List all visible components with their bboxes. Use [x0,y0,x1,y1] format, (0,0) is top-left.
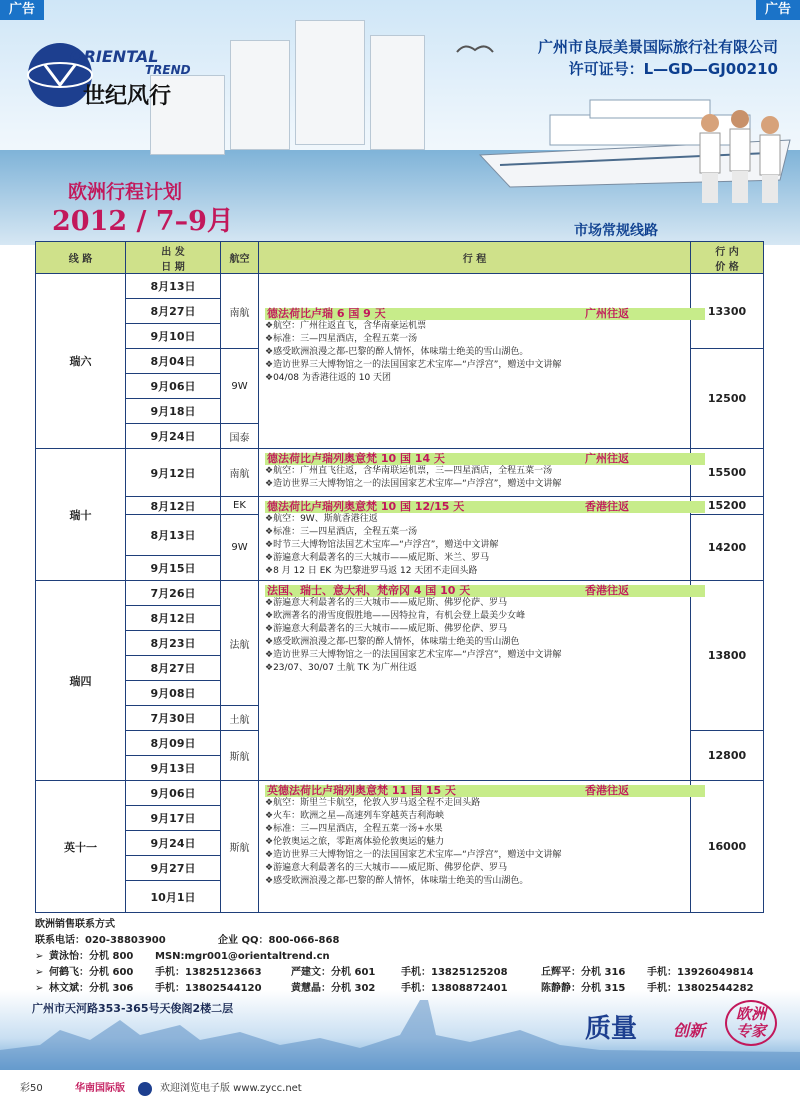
contact-mobile: 手机：13808872401 [401,983,508,994]
route-name: 瑞六 [36,274,126,449]
departure-date: 9月06日 [126,374,221,399]
seagull-icon [455,40,495,60]
contact-msn: MSN:mgr001@orientaltrend.cn [155,951,330,962]
itinerary-bullet: ❖ 航空：9W、斯航香港往返 [265,513,684,526]
itinerary-bullet: ❖ 造访世界三大博物馆之一的法国国家艺术宝库—“卢浮宫”，赠送中文讲解 [265,849,684,862]
itinerary-city: 香港往返 [585,584,629,597]
departure-date: 9月27日 [126,856,221,881]
itinerary-bullet: ❖ 感受欧洲浪漫之都-巴黎的醉人情怀，体味瑞士绝美的雪山湖色。 [265,346,684,359]
itinerary-title-bar [265,453,705,465]
itinerary-desc [259,781,691,913]
contact-name: 何鹤飞：分机 600 [49,967,134,978]
itinerary-title: 德法荷比卢瑞 6 国 9 天 [267,307,386,320]
itinerary-desc [259,274,691,449]
header-date: 出 发 日 期 [126,242,221,274]
itinerary-city: 广州往返 [585,452,629,465]
itinerary-title: 德法荷比卢瑞列奥意梵 10 国 14 天 [267,452,445,465]
departure-date: 8月12日 [126,606,221,631]
contact-section [35,917,775,997]
license-number: 许可证号：L—GD—GJ00210 [568,60,778,78]
itinerary-title: 法国、瑞士、意大利、梵帝冈 4 国 10 天 [267,584,471,597]
itinerary-bullet: ❖ 标准：三—四星酒店，全程五菜一汤 [265,333,684,346]
building [295,20,365,145]
ad-label-left: 广告 [0,0,44,20]
itinerary-table [35,241,764,913]
table-header-row [36,242,764,274]
price: 14200 [691,515,764,581]
header-airline: 航空 [221,242,259,274]
header-price: 行 内 价 格 [691,242,764,274]
departure-date: 10月1日 [126,881,221,913]
itinerary-city: 广州往返 [585,307,629,320]
itinerary-title-bar [265,308,705,320]
company-name: 广州市良辰美景国际旅行社有限公司 [537,38,778,56]
itinerary-bullet: ❖ 感受欧洲浪漫之都-巴黎的醉人情怀，体味瑞士绝美的雪山湖色 [265,636,684,649]
airline: 斯航 [221,781,259,913]
header-itinerary: 行 程 [259,242,691,274]
year-title: 2012 / 7–9月 [52,206,234,237]
arrow-icon: ➢ [35,983,44,994]
airline: EK [221,497,259,515]
departure-date: 9月06日 [126,781,221,806]
table-row [36,449,764,497]
contact-mobile: 手机：13802544282 [647,983,754,994]
route-name: 英十一 [36,781,126,913]
itinerary-bullet: ❖ 04/08 为香港往返的 10 天团 [265,372,684,385]
airline: 国泰 [221,424,259,449]
price: 12800 [691,731,764,781]
departure-date: 9月10日 [126,324,221,349]
departure-date: 9月15日 [126,556,221,581]
contact-name: 严建文：分机 601 [291,967,376,978]
contact-mobile: 手机：13802544120 [155,983,262,994]
departure-date: 8月04日 [126,349,221,374]
itinerary-bullet: ❖ 游遍意大利最著名的三大城市——威尼斯、佛罗伦萨、罗马 [265,623,684,636]
itinerary-desc [259,497,691,581]
building [370,35,425,150]
arrow-icon: ➢ [35,951,44,962]
itinerary-bullet: ❖ 火车：欧洲之星—高速列车穿越英吉利海峡 [265,810,684,823]
price: 13300 [691,274,764,349]
contact-phone: 联系电话：020-38803900 [35,935,166,946]
airline: 南航 [221,274,259,349]
departure-date: 8月27日 [126,656,221,681]
contact-name: 陈静静：分机 315 [541,983,626,994]
departure-date: 8月27日 [126,299,221,324]
contact-mobile: 手机：13825125208 [401,967,508,978]
logo-text-en: ORIENTAL [70,47,159,66]
building [230,40,290,150]
logo-text-cn: 世纪风行 [83,83,172,109]
contact-mobile: 手机：13825123663 [155,967,262,978]
contact-name: 丘辉平：分机 316 [541,967,626,978]
company-logo [25,35,225,115]
itinerary-bullet: ❖ 标准：三—四星酒店，全程五菜一汤+水果 [265,823,684,836]
departure-date: 9月24日 [126,424,221,449]
itinerary-bullet: ❖ 时节三大博物馆法国艺术宝库—“卢浮宫”，赠送中文讲解 [265,539,684,552]
price: 15500 [691,449,764,497]
itinerary-title-bar [265,501,705,513]
itinerary-city: 香港往返 [585,784,629,797]
departure-date: 9月13日 [126,756,221,781]
contact-name: 林文斌：分机 306 [49,983,134,994]
itinerary-bullet: ❖ 游遍意大利最著名的三大城市——威尼斯、佛罗伦萨、罗马 [265,597,684,610]
departure-date: 8月23日 [126,631,221,656]
departure-date: 7月30日 [126,706,221,731]
departure-date: 9月12日 [126,449,221,497]
itinerary-bullet: ❖ 造访世界三大博物馆之一的法国国家艺术宝库—“卢浮宫”，赠送中文讲解 [265,649,684,662]
airline: 9W [221,349,259,424]
itinerary-bullet: ❖ 航空：斯里兰卡航空，伦敦入罗马返全程不走回头路 [265,797,684,810]
airline: 土航 [221,706,259,731]
itinerary-title: 德法荷比卢瑞列奥意梵 10 国 12/15 天 [267,500,465,513]
itinerary-bullet: ❖ 23/07、30/07 土航 TK 为广州往返 [265,662,684,675]
itinerary-city: 香港往返 [585,500,629,513]
departure-date: 8月09日 [126,731,221,756]
departure-date: 8月13日 [126,515,221,556]
departure-date: 8月13日 [126,274,221,299]
departure-date: 9月17日 [126,806,221,831]
ad-label-right: 广告 [756,0,800,20]
publication-brand: 华南国际版 [75,1083,125,1094]
itinerary-title-bar [265,585,705,597]
routes-label: 市场常规线路 [574,223,658,239]
itinerary-bullet: ❖ 造访世界三大博物馆之一的法国国家艺术宝库—“卢浮宫”，赠送中文讲解 [265,359,684,372]
table-row [36,781,764,806]
itinerary-desc [259,449,691,497]
price: 15200 [691,497,764,515]
page-number: 彩50 [20,1083,43,1094]
route-name: 瑞四 [36,581,126,781]
airline: 法航 [221,581,259,706]
contact-title: 欧洲销售联系方式 [35,919,115,930]
itinerary-bullet: ❖ 伦敦奥运之旅，零距离体验伦敦奥运的魅力 [265,836,684,849]
route-name: 瑞十 [36,449,126,581]
price: 16000 [691,781,764,913]
price: 13800 [691,581,764,731]
table-row [36,581,764,606]
departure-date: 8月12日 [126,497,221,515]
contact-name: 黄泳怡：分机 800 [49,951,134,962]
contact-mobile: 手机：13926049814 [647,967,754,978]
contact-name: 黄慧晶：分机 302 [291,983,376,994]
departure-date: 7月26日 [126,581,221,606]
logo-text-en2: TREND [145,63,191,77]
itinerary-title-bar [265,785,705,797]
slogan-badge [575,1000,785,1058]
brand-logo-icon [138,1082,152,1096]
airline: 斯航 [221,731,259,781]
table-row [36,274,764,299]
departure-date: 9月18日 [126,399,221,424]
page-footer [0,1078,800,1100]
company-address: 广州市天河路353-365号天俊阁2楼二层 [32,1002,234,1015]
itinerary-bullet: ❖ 游遍意大利最著名的三大城市——威尼斯、佛罗伦萨、罗马 [265,862,684,875]
price: 12500 [691,349,764,449]
airline: 南航 [221,449,259,497]
departure-date: 9月08日 [126,681,221,706]
itinerary-bullet: ❖ 8 月 12 日 EK 为巴黎进罗马返 12 天团不走回头路 [265,565,684,578]
airline: 9W [221,515,259,581]
itinerary-title: 英德法荷比卢瑞列奥意梵 11 国 15 天 [267,784,456,797]
ebook-tip: 欢迎浏览电子版 www.zycc.net [160,1083,302,1094]
itinerary-bullet: ❖ 标准：三—四星酒店，全程五菜一汤 [265,526,684,539]
itinerary-bullet: ❖ 造访世界三大博物馆之一的法国国家艺术宝库—“卢浮宫”，赠送中文讲解 [265,478,684,491]
arrow-icon: ➢ [35,967,44,978]
table-row [36,497,764,515]
jumping-people-illustration [690,105,790,220]
slogan-tag: 欧洲专家 [725,1000,777,1046]
slogan-main: 质量 [585,1014,638,1044]
itinerary-bullet: ❖ 欧洲著名的滑雪度假胜地——因特拉肯，有机会登上最美少女峰 [265,610,684,623]
itinerary-desc [259,581,691,781]
plan-title: 欧洲行程计划 [68,181,183,203]
itinerary-bullet: ❖ 感受欧洲浪漫之都-巴黎的醉人情怀，体味瑞士绝美的雪山湖色。 [265,875,684,888]
departure-date: 9月24日 [126,831,221,856]
itinerary-bullet: ❖ 游遍意大利最著名的三大城市——威尼斯、米兰、罗马 [265,552,684,565]
itinerary-bullet: ❖ 航空：广州直飞往返，含华南联运机票，三—四星酒店，全程五菜一汤 [265,465,684,478]
itinerary-bullet: ❖ 航空：广州往返直飞，含华南豪运机票 [265,320,684,333]
slogan-side: 创新 [673,1021,706,1040]
contact-qq: 企业 QQ：800-066-868 [218,935,340,946]
header-route: 线 路 [36,242,126,274]
